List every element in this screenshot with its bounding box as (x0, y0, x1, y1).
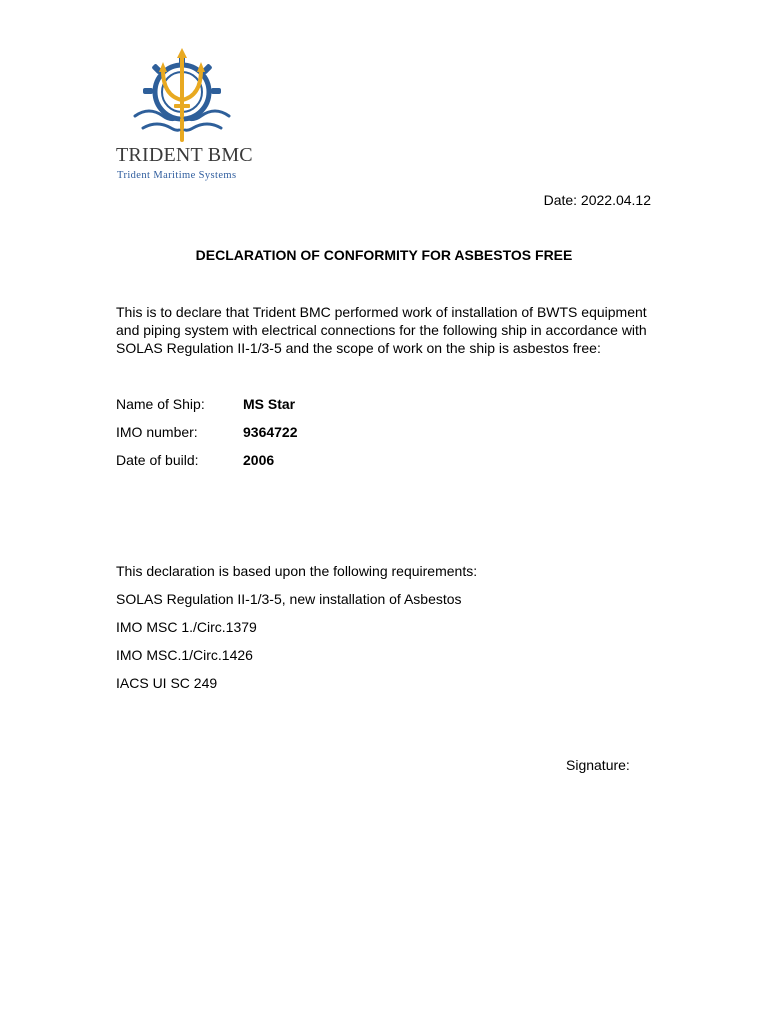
document-date: Date: 2022.04.12 (543, 192, 651, 208)
company-name: TRIDENT BMC (116, 144, 253, 166)
field-value: 9364722 (243, 424, 298, 440)
field-label: IMO number: (116, 424, 198, 440)
requirement-item: IMO MSC 1./Circ.1379 (116, 619, 257, 635)
declaration-paragraph: This is to declare that Trident BMC performed work of installation of BWTS equipment and piping system with electrical connections for the following ship in accordance with SOLAS Regulation II-1/3-5 and the scope of work on the ship is asbestos free: (116, 304, 647, 356)
requirements-section (116, 562, 477, 702)
field-value: 2006 (243, 452, 275, 468)
requirement-item: IMO MSC.1/Circ.1426 (116, 647, 253, 663)
requirement-item: SOLAS Regulation II-1/3-5, new installation of Asbestos (116, 591, 462, 607)
field-label: Name of Ship: (116, 396, 205, 412)
document-title: DECLARATION OF CONFORMITY FOR ASBESTOS FREE (195, 247, 573, 263)
signature-label: Signature: (566, 757, 630, 773)
trident-ship-wheel-icon (113, 48, 258, 144)
requirements-intro: This declaration is based upon the following requirements: (116, 563, 478, 579)
company-logo (113, 48, 258, 188)
field-label: Date of build: (116, 452, 199, 468)
company-tagline: Trident Maritime Systems (117, 170, 237, 181)
requirement-item: IACS UI SC 249 (116, 675, 218, 691)
field-value: MS Star (243, 396, 296, 412)
